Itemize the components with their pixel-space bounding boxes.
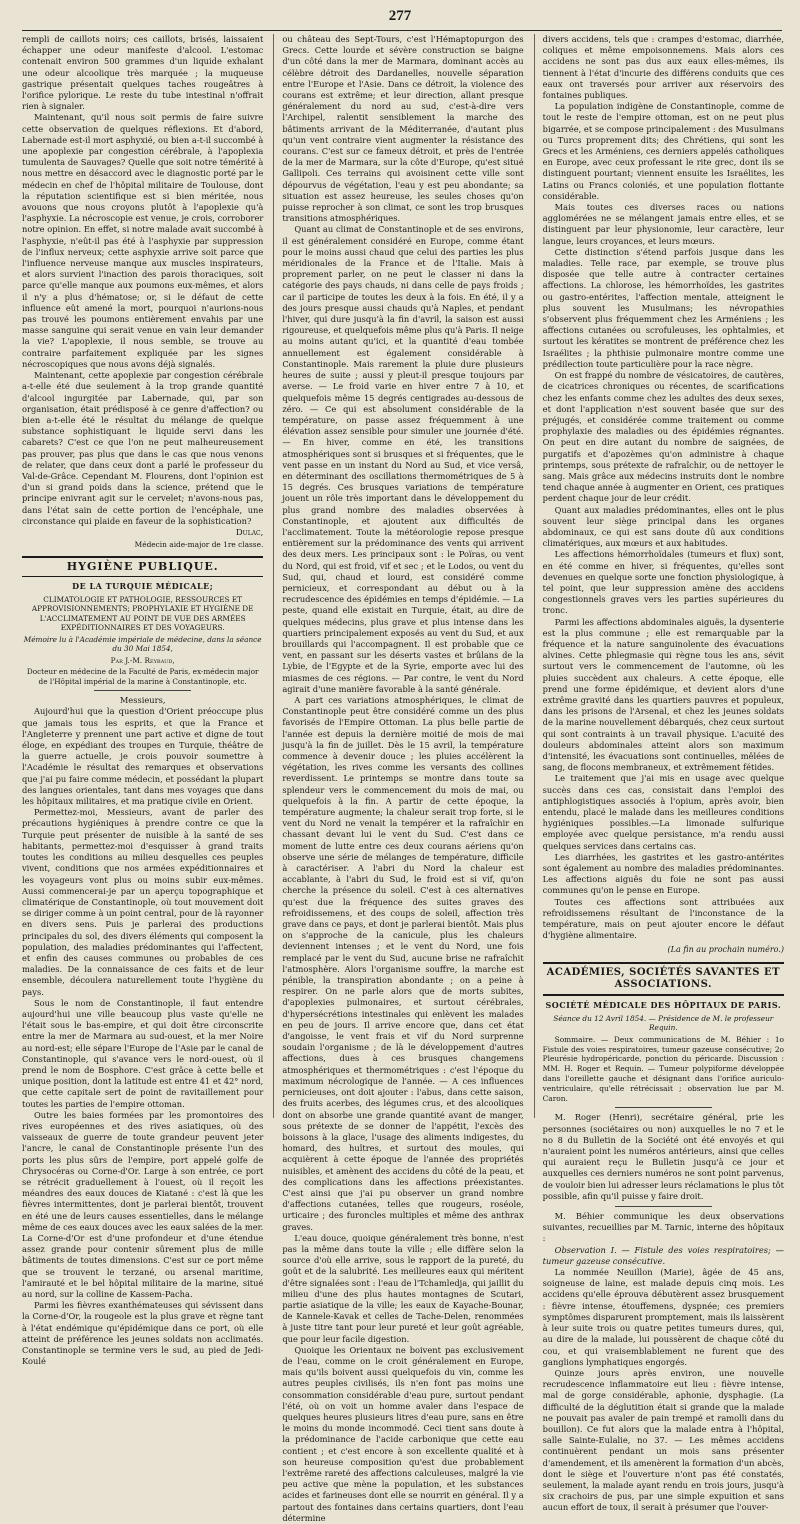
divider xyxy=(615,1206,712,1207)
paragraph: rempli de caillots noirs; ces caillots, brisés, laissaient échapper une odeur manifeste d'alcool. L'estomac contenait environ 500 grammes d'un liquide exhalant une odeur alcoolique très marquée ; la muqueuse gastrique présentait quelques taches rougeâtres à l'orifice pylorique. Le reste du tube intestinal n'offrait rien à signaler. xyxy=(22,34,264,112)
paragraph: Quoique les Orientaux ne boivent pas exclusivement de l'eau, comme on le croit généralement en Europe, mais qu'ils boivent aussi quelquefois du vin, comme les autres peuples civilisés, ils n'en font pas moins une consommation considérable d'eau pure, surtout pendant l'été, où on voit un homme avaler dans l'espace de quelques heures plusieurs litres d'eau pure, sans en être le moins du monde incommodé. Ceci tient sans doute à la prédominance de l'acide carbonique que cette eau contient ; et c'est encore à son excellente qualité et à son heureuse composition qu'est due probablement l'extrême rareté des affections calculeuses, malgré la vie peu active que mène la population, et les substances acides et farineuses dont elle se nourrit en général. Il y a partout des fontaines dans certains quartiers, dont l'eau détermine xyxy=(282,1344,524,1523)
columns xyxy=(22,34,784,1523)
session-date: Séance du 12 Avril 1854. — Présidence de M. le professeur Requin. xyxy=(553,1013,774,1033)
paragraph: Permettez-moi, Messieurs, avant de parler des précautions hygiéniques à prendre contre ce que la Turquie peut présenter de nuisible à la santé de ses habitants, permettez-moi d'esquisser à grand traits toutes les conditions au milieu desquelles ces peuples vivent, conditions que nos armées expéditionnaires et les voyageurs vont plus ou moins subir eux-mêmes. Aussi commencerai-je par un aperçu topographique et climatérique de Constantinople, où tout mouvement doit se diriger comme à un point central, pour de là rayonner en divers sens. Puis je parlerai des productions principales du sol, des divers éléments qui composent la population, des maladies prédominantes qui l'affectent, et enfin des causes communes ou probables de ces maladies. De la connaissance de ces faits et de leur ensemble, découlera naturellement toute l'hygiène du pays. xyxy=(22,807,264,997)
paragraph: Aujourd'hui que la question d'Orient préoccupe plus que jamais tous les esprits, et que la France et l'Angleterre y prennent une part active et digne de tout éloge, en expédiant des troupes en Turquie, théâtre de la guerre actuelle, je crois pouvoir soumettre à l'Académie le résultat des remarques et observations que j'ai pu faire comme médecin, et possédant la plupart des langues orientales, tant dans mes voyages que dans les hôpitaux militaires, et ma pratique civile en Orient. xyxy=(22,706,264,807)
paragraph: Maintenant, qu'il nous soit permis de faire suivre cette observation de quelques réflexions. Et d'abord, Labernade est-il mort asphyxié, ou bien a-t-il succombé à une apoplexie par congestion cérébrale, à l'apoplexia tumulenta de Sauvages? Quelle que soit notre témérité à nous mettre en désaccord avec le diagnostic porté par le médecin en chef de l'hôpital militaire de Toulouse, dont la réputation scientifique est si bien méritée, nous avouons que nous croyons plutôt à l'apoplexie qu'à l'asphyxie. La nécroscopie est venue, je crois, corroborer notre opinion. En effet, si notre malade avait succombé à l'asphyxie, n'eût-il pas été à l'asphyxie par suppression de l'influx nerveux; cette asphyxie arrive soit parce que l'influence nerveuse manque aux muscles inspirateurs, et alors survient l'inaction des parois thoraciques, soit parce qu'elle manque aux poumons eux-mêmes, et alors il n'y a plus d'hématose; or, si le défaut de cette influence eût amené la mort, pourquoi n'aurions-nous pas trouvé les poumons entièrement envahis par une masse sanguine qui serait venue en vain leur demander la vie? L'apoplexie, il nous semble, se trouve au contraire parfaitement expliquée par les signes nécroscopiques que nous avons déjà signalés. xyxy=(22,112,264,369)
paragraph: L'eau douce, quoique généralement très bonne, n'est pas la même dans toute la ville ; elle diffère selon la source d'où elle arrive, sous le rapport de la pureté, du goût et de la salubrité. Les meilleures eaux qui méritent d'être signalées sont : l'eau de l'Tchamledja, qui jaillit du milieu d'une des plus hautes montagnes de Scutari, partie asiatique de la ville; les eaux de Kayache-Bounar, de Kannele-Kavak et celles de Tache-Delen, renommées à juste titre tant pour leur pureté et leur goût agréable, que pour leur facile digestion. xyxy=(282,1232,524,1344)
article-author: Par J.-M. Reybaud, xyxy=(110,655,175,665)
continuation-note: (La fin au prochain numéro.) xyxy=(667,945,784,955)
article-author-title: Docteur en médecine de la Faculté de Paris, ex-médecin major de l'Hôpital impérial de la marine à Constantinople, etc. xyxy=(26,667,259,686)
paragraph: Les affections hémorrhoïdales (tumeurs et flux) sont, en été comme en hiver, si fréquentes, qu'elles sont devenues en quelque sorte une fonction physiologique, à tel point, que leur suppression amène des accidens congestionnels graves vers les parties supérieures du tronc. xyxy=(542,549,784,616)
memoir-note: Mémoire lu à l'Académie impériale de médecine, dans la séance du 30 Mai 1854, xyxy=(23,634,262,654)
paragraph: Cette distinction s'étend parfois jusque dans les maladies. Telle race, par exemple, se trouve plus disposée que telle autre à contracter certaines affections. La chlorose, les hémorrhoïdes, les gastrites ou gastro-entérites, l'affection mentale, atteignent le plus souvent les Musulmans; les névropathies s'observent plus fréquemment chez les Arméniens ; les affections cutanées ou scrofuleuses, les ophtalmies, et surtout les kératites se montrent de préférence chez les Israélites ; la phthisie pulmonaire montre comme une prédilection toute particulière pour la race nègre. xyxy=(542,246,784,369)
paragraph: Les diarrhées, les gastrites et les gastro-antérites sont également au nombre des maladies prédominantes. Les affections aiguës du foie ne sont pas aussi communes qu'on le pense en Europe. xyxy=(542,851,784,896)
section-title: HYGIÈNE PUBLIQUE. xyxy=(22,556,263,576)
paragraph: Mais toutes ces diverses races ou nations agglomérées ne se mélangent jamais entre elles, et se distinguent par leur physionomie, leur caractère, leur langue, leurs croyances, et leurs mœurs. xyxy=(542,202,784,246)
paragraph: Quinze jours après environ, une nouvelle recrudescence inflammatoire eut lieu : fièvre intense, mal de gorge considérable, aphonie, dysphagie. (La difficulté de la déglutition était si grande que la malade ne pouvait pas avaler de pain trempé et ramolli dans du bouillon). Ce fut alors que la malade entra à l'hôpital, salle Sainte-Eulalie, no 37. — Les mêmes accidens continuèrent pendant un mois sans présenter d'amendement, et ils amenèrent la formation d'un abcès, dont le siège et l'ouverture n'ont pas été constatés, seulement, la malade ayant rendu en trois jours, jusqu'à six crachoirs de pus, par une simple expuition et sans aucun effort de toux, il serait à présumer que l'ouver- xyxy=(542,1367,784,1513)
paragraph: Quant aux maladies prédominantes, elles ont le plus souvent leur siège principal dans les organes abdominaux, ce qui est sans doute dû aux conditions climatériques, aux mœurs et aux habitudes. xyxy=(542,504,784,549)
paragraph: Parmi les fièvres exanthémateuses qui sévissent dans la Corne-d'Or, la rougeole est la plus grave et règne tant à l'état endémique qu'épidémique dans ce port, où elle atteint de préférence les jeunes soldats non acclimatés. Constantinople se termine vers le sud, au pied de Jedi-Koulé xyxy=(22,1300,264,1367)
paragraph: Quant au climat de Constantinople et de ses environs, il est généralement considéré en Europe, comme étant pour le moins aussi chaud que celui des parties les plus méridionales de la France et de l'Italie. Mais à proprement parler, on ne peut le classer ni dans la catégorie des pays chauds, ni dans celle de pays froids ; car il participe de toutes les deux à la fois. En été, il y a des jours presque aussi chauds qu'à Naples, et pendant l'hiver, qui dure jusqu'à la fin d'avril, la saison est aussi rigoureuse, et quelquefois même plus qu'à Paris. Il neige au moins autant qu'ici, et la quantité d'eau tombée annuellement est également considérable à Constantinople. Mais rarement la pluie dure plusieurs heures de suite ; aussi y pleut-il presque toujours par averse. — Le froid varie en hiver entre 7 à 10, et quelquefois même 15 degrés centigrades au-dessous de zéro. — Ce qui est absolument considérable de la température, on passe assez fréquemment à une élévation assez sensible pour simuler une journée d'été. — En hiver, comme en été, les transitions atmosphériques sont si brusques et si fréquentes, que le vent passe en un instant du Nord au Sud, et vice versâ, en déterminant des oscillations thermométriques de 5 à 15 degrés. Ces brusques variations de température jouent un rôle très important dans le développement du plus grand nombre des maladies observées à Constantinople, et ajoutent aux difficultés de l'acclimatement. Toute la météorologie repose presque entièrement sur la prédominance des vents qui arrivent des deux mers. Les principaux sont : le Poïras, ou vent du Nord, qui est froid, vif et sec ; et le Lodos, ou vent du Sud, qui, chaud et lourd, est considéré comme pernicieux, et correspondant au début ou à la recrudescence des épidémies en temps d'épidémie. — La peste, quand elle existait en Turquie, était, au dire de quelques médecins, plus grave et plus intense dans les quartiers principalement exposés au vent du Sud, et aux brouillards qui l'accompagnent. Il est probable que ce vent, en passant sur les déserts vastes et brûlans de la Lybie, de l'Egypte et de la Syrie, emporte avec lui des miasmes de ces régions. — Par contre, le vent du Nord agirait d'une manière favorable à la santé générale. xyxy=(282,224,524,694)
paragraph: divers accidens, tels que : crampes d'estomac, diarrhée, coliques et même empoisonnemens. Mais alors ces accidens ne sont pas dus aux eaux elles-mêmes, ils tiennent à l'état d'incurie des différens conduits que ces eaux ont traversés pour arriver aux réservoirs des fontaines publiques. xyxy=(542,34,784,101)
column-2 xyxy=(273,34,524,1523)
paragraph: M. Béhier communique les deux observations suivantes, recueillies par M. Tarnic, interne des hôpitaux : xyxy=(542,1211,784,1244)
column-3 xyxy=(534,34,784,1513)
header-rule xyxy=(22,30,782,31)
paragraph: La nommée Neuillon (Marie), âgée de 45 ans, soigneuse de laine, est malade depuis cinq mois. Les accidens qu'elle éprouva débutèrent assez brusquement : fièvre intense, étouffemens, dyspnée; ces premiers symptômes disparurent promptement, mais ils laissèrent à leur suite trois ou quatre petites tumeurs dures, qui, au dire de la malade, lui poussèrent de chaque côté du cou, et qui vraisemblablement ne furent que des ganglions lymphatiques engorgés. xyxy=(542,1267,784,1367)
paragraph: ou château des Sept-Tours, c'est l'Hémaptopurgon des Grecs. Cette lourde et sévère construction se baigne d'un côté dans la mer de Marmara, dominant accès au célèbre détroit des Dardanelles, nouvelle séparation entre l'Europe et l'Asie. Dans ce détroit, la violence des courans est extrême; et leur direction, allant presque généralement du nord au sud, c'est-à-dire vers l'Archipel, ralentit sensiblement la marche des bâtiments arrivant de la Méditerranée, d'autant plus qu'un vent contraire vient augmenter la résistance des courans. C'est sur ce fameux détroit, et près de l'entrée de la mer de Marmara, sur la côte d'Europe, qu'est situé Gallipoli. Ces terrains qui avoisinent cette ville sont dépourvus de végétation, l'eau y est peu abondante; sa situation est assez heureuse, les seules choses qu'on puisse reprocher à son climat, ce sont les trop brusques transitions atmosphériques. xyxy=(282,34,524,224)
author-signature: Dulac, xyxy=(235,527,264,538)
paragraph: La population indigène de Constantinople, comme de tout le reste de l'empire ottoman, est on ne peut plus bigarrée, et se compose principalement : des Musulmans ou Turcs proprement dits; des Chrétiens, qui sont les Grecs et les Arméniens, ces derniers appelés catholiques en Europe, avec ceux professant le rite grec, dont ils se distinguent pourtant; viennent ensuite les Israélites, les Latins ou Francs coloniés, et une population flottante considérable. xyxy=(542,101,784,201)
article-title: DE LA TURQUIE MÉDICALE; xyxy=(72,580,214,591)
observation-title: Observation I. — Fistule des voies respiratoires; — tumeur gazeuse consécutive. xyxy=(542,1244,784,1266)
divider xyxy=(615,1107,712,1108)
summary: Sommaire. — Deux communications de M. Béhier : 1o Fistule des voies respiratoires, tumeur gazeuse consécutive; 2o Pleurésie hydropéricarde, ponction du péricarde. Discussion : MM. H. Roger et Requin. — Tumeur polypiforme développée dans l'oreillette gauche et désignant dans l'orifice auriculo-ventriculaire, qu'elle rétrécissait ; observation lue par M. Caron. xyxy=(542,1034,784,1103)
paragraph: M. Roger (Henri), secrétaire général, prie les personnes (sociétaires ou non) auxquelles le no 7 et le no 8 du Bulletin de la Société ont été envoyés et qui n'auraient point les numéros antérieurs, ainsi que celles qui auraient reçu le Bulletin jusqu'à ce jour et auxquelles ces derniers numéros ne sont point parvenus, de vouloir bien lui adresser leurs réclamations le plus tôt possible, afin qu'il puisse y faire droit. xyxy=(542,1112,784,1201)
paragraph: Parmi les affections abdominales aiguës, la dysenterie est la plus commune ; elle est remarquable par la fréquence et la nature sanguinolente des évacuations alvines. Cette phlegmasie qui règne tous les ans, sévit surtout vers le commencement de l'automne, où les pluies succèdent aux chaleurs. A cette époque, elle prend une forme épidémique, et devient alors d'une extrême gravité dans les quartiers pauvres et populeux, dans les prisons de l'Arsenal, et chez les jeunes soldats de la marine nouvellement débarqués, chez ceux surtout qui sont contraints à un travail physique. L'acuité des douleurs abdominales atteint alors son maximum d'intensité, les évacuations sont continuelles, mêlées de sang, de flocons membraneux, et extrêmement fétides. xyxy=(542,616,784,773)
paragraph: Maintenant, cette apoplexie par congestion cérébrale a-t-elle été due seulement à la trop grande quantité d'alcool ingurgitée par Labernade, qui, par son organisation, était prédisposé à ce genre d'affection? ou bien a-t-elle été le résultat du mélange de quelque substance sophistiquant le liquide servi dans les cabarets? C'est ce que l'on ne peut malheureusement pas prouver, pas plus que dans le cas que nous venons de relater, que dans ceux dont a parlé le professeur du Val-de-Grâce. Cependant M. Flourens, dont l'opinion est d'un si grand poids dans la science, prétend que le principe enivrant agit sur le cervelet; n'avons-nous pas, dans l'état sain de cette portion de l'encéphale, une circonstance qui plaide en faveur de la sophistication? xyxy=(22,370,264,526)
paragraph: On est frappé du nombre de vésicatoires, de cautères, de cicatrices chroniques ou récentes, de scarifications chez les enfants comme chez les adultes des deux sexes, et dont l'application n'est souvent basée que sur des préjugés, et considérée comme traitement ou comme prophylaxie des maladies ou des épidémies régnantes. On peut en dire autant du nombre de saignées, de purgatifs et d'apozèmes qu'on administre à chaque printemps, sous prétexte de rafraîchir, ou de nettoyer le sang. Mais grâce aux médecins instruits dont le nombre tend chaque année à augmenter en Orient, ces pratiques perdent chaque jour de leur crédit. xyxy=(542,370,784,504)
divider xyxy=(94,690,191,691)
page-number: 277 xyxy=(388,8,412,24)
article-subtitle: CLIMATOLOGIE ET PATHOLOGIE, RESSOURCES ET APPROVISIONNEMENTS; PROPHYLAXIE ET HYGIÈNE DE L'ACCLIMATEMENT AU POINT DE VUE DES ARMÉES EXPÉDITIONNAIRES ET DES VOYAGEURS. xyxy=(31,594,254,633)
paragraph: A part ces variations atmosphériques, le climat de Constantinople peut être considéré comme un des plus favorisés de l'Empire Ottoman. La plus belle partie de l'année est depuis la dernière moitié de mois de mai jusqu'à la fin de juillet. Dès le 15 avril, la température commence à devenir douce ; les pluies accélèrent la végétation, les rives comme les versants des collines reverdissent. Le printemps se montre dans toute sa splendeur vers le commencement du mois de mai, ou quelquefois à la fin. A partir de cette époque, la température augmente; la chaleur serait trop forte, si le vent du Nord ne venait la tempérer et la rafraîchir en chassant devant lui le vent du Sud. C'est dans ce moment de lutte entre ces deux courans aériens qu'on observe une série de mélanges de température, difficile à caractériser. A l'abri du Nord la chaleur est accablante, à l'abri du Sud, le froid est si vif, qu'on cherche la présence du soleil. C'est à ces alternatives qu'est due la fréquence des suites graves des refroidissemens, et des coups de soleil, affection très grave dans ce pays, et dont je parlerai bientôt. Mais plus on s'approche de la canicule, plus les chaleurs deviennent intenses ; et le vent du Nord, une fois remplacé par le vent du Sud, aucune brise ne rafraîchit l'atmosphère. Alors l'organisme souffre, la marche est pénible, la transpiration abondante ; on a peine à respirer. On ne parle alors que de morts subites, d'apoplexies pulmonaires, et surtout cérébrales, d'hypersécrétions intestinales qui enlèvent les malades en peu de jours. Il arrive encore que, dans cet état d'angoisse, le vent frais et vif du Nord surprenne soudain l'organisme ; de là le développement d'autres affections, dues à ces brusques changemens atmosphériques et thermométriques : c'est l'époque du maximum nécrologique de l'année. — A ces influences pernicieuses, ont doit ajouter : l'abus, dans cette saison, des fruits acerbes, des légumes crus, et des alcooliques dont on absorbe une grande quantité avant de manger, sous prétexte de se donner de l'appétit, l'excès des boissons à la glace, l'usage des aliments indigestes, du homard, des huîtres, et surtout des moules, qui acquièrent à cette époque de l'année des propriétés nuisibles, et amènent des accidens du côté de la peau, et des complications dans les affections préexistantes. C'est ainsi que j'ai pu observer un grand nombre d'affections cutanées, telles que rougeurs, roséole, urticaire ; des furoncles multiples et même des anthrax graves. xyxy=(282,694,524,1232)
paragraph: Toutes ces affections sont attribuées aux refroidissemens résultant de l'inconstance de la température, mais on peut ajouter encore le défaut d'hygiène alimentaire. xyxy=(542,896,784,941)
paragraph: Sous le nom de Constantinople, il faut entendre aujourd'hui une ville beaucoup plus vaste qu'elle ne l'était sous le bas-empire, et qui doit être circonscrite entre la mer de Marmara au sud-ouest, et la mer Noire au nord-est; elle sépare l'Europe de l'Asie par le canal de Constantinople, qui s'avance vers le nord-ouest, où il prend le nom de Bosphore. C'est grâce à cette belle et unique position, dont la latitude est entre 41 et 42° nord, que cette capitale sert de point de ravitaillement pour toutes les parties de l'empire ottoman. xyxy=(22,997,264,1109)
paragraph: Le traitement que j'ai mis en usage avec quelque succès dans ces cas, consistait dans l'emploi des antiphlogistiques associés à l'opium, après avoir, bien entendu, placé le malade dans les meilleures conditions hygiéniques possibles.—La limonade sulfurique employée avec quelque persistance, m'a rendu aussi quelques services dans certains cas. xyxy=(542,773,784,851)
salutation: Messieurs, xyxy=(119,695,166,706)
section-title: ACADÉMIES, SOCIÉTÉS SAVANTES ET ASSOCIATIONS. xyxy=(543,962,784,996)
society-title: SOCIÉTÉ MÉDICALE DES HÔPITAUX DE PARIS. xyxy=(545,999,782,1010)
paragraph: Outre les baies formées par les promontoires des rives européennes et des rives asiatiques, où des vaisseaux de guerre de toute grandeur peuvent jeter l'ancre, le canal de Constantinople présente l'un des ports les plus sûrs de l'empire, port appelé golfe de Chrysocéras ou Corne-d'Or. Large à son entrée, ce port se rétrécit graduellement à l'ouest, où il reçoit les méandres des eaux douces de Kiatané : c'est là que les fièvres intermittentes, dont je parlerai bientôt, trouvent en été une de leurs causes essentielles, dans le mélange même de ces eaux douces avec les eaux salées de la mer. La Corne-d'Or est d'une profondeur et d'une étendue assez grande pour contenir sûrement plus de mille bâtiments de toutes dimensions. C'est sur ce port même que se trouvent le terzané, ou arsenal maritime, l'amirauté et le bel hôpital militaire de la marine, situé au nord, sur la colline de Kassem-Pacha. xyxy=(22,1109,264,1300)
column-1 xyxy=(22,34,264,1367)
author-title: Médecin aide-major de 1re classe. xyxy=(134,540,264,550)
